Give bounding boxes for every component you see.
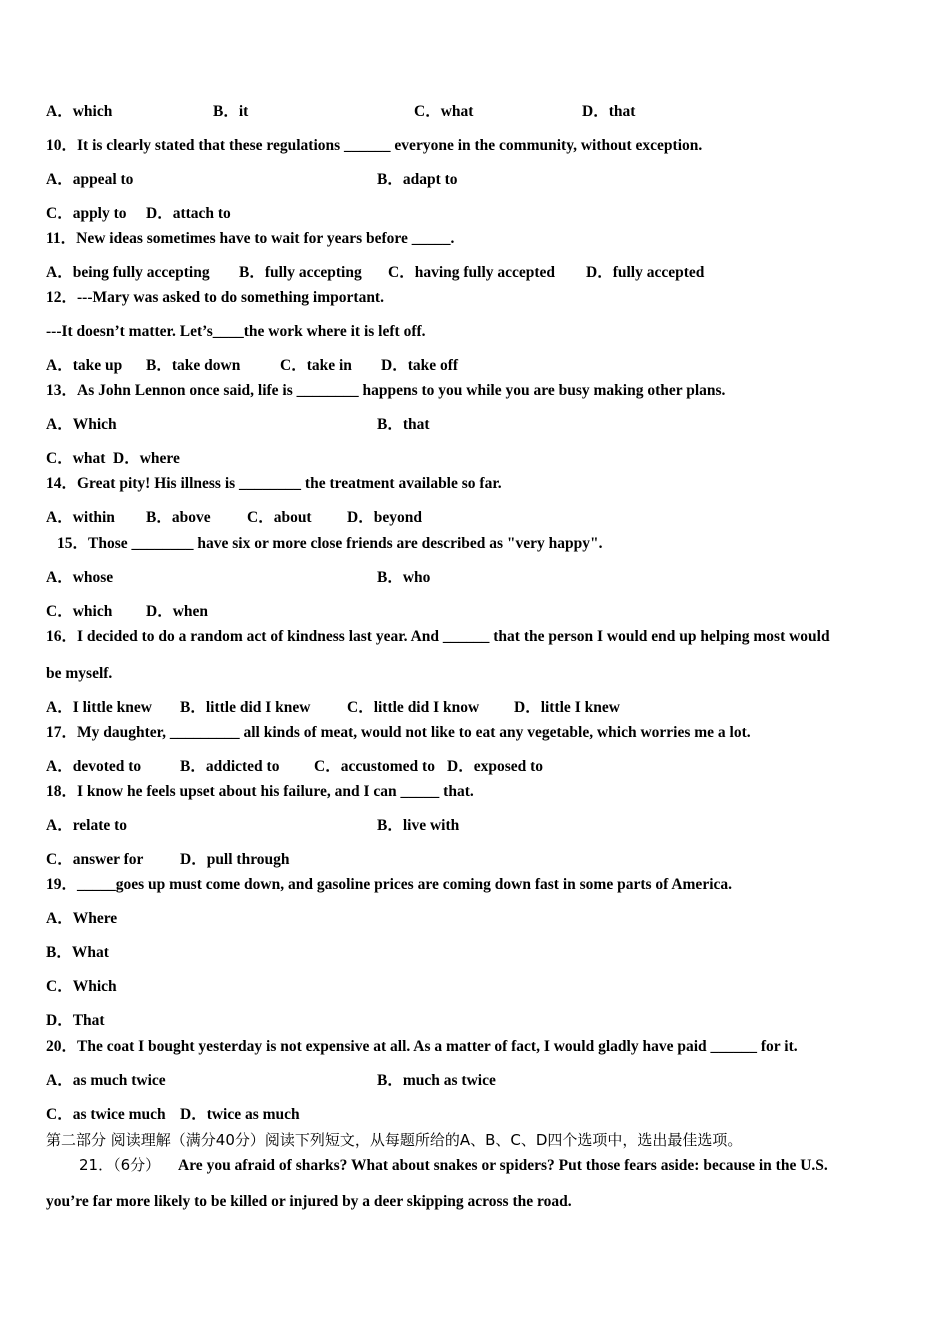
q21-number: 21．（6分） bbox=[79, 1156, 161, 1174]
q18-option-b: B．live with bbox=[377, 817, 460, 834]
q17-option-c: C．accustomed to bbox=[314, 758, 435, 775]
q11-stem: 11．New ideas sometimes have to wait for years before _____. bbox=[46, 230, 455, 247]
part2-heading: 第二部分 阅读理解（满分40分）阅读下列短文，从每题所给的A、B、C、D四个选项中，选出最佳选项。 bbox=[46, 1131, 743, 1149]
q9-option-b: B．it bbox=[213, 103, 249, 120]
q18-option-d: D．pull through bbox=[180, 851, 290, 868]
q21-first-line bbox=[79, 1156, 828, 1175]
q20-option-c: C．as twice much bbox=[46, 1106, 166, 1123]
q15-stem: 15．Those ________ have six or more close friends are described as "very happy". bbox=[57, 535, 603, 552]
q10-option-b: B．adapt to bbox=[377, 171, 458, 188]
q11-option-d: D．fully accepted bbox=[586, 264, 705, 281]
q10-option-a: A．appeal to bbox=[46, 171, 134, 188]
q18-stem: 18．I know he feels upset about his failure, and I can _____ that. bbox=[46, 783, 474, 800]
q14-option-c: C．about bbox=[247, 509, 312, 526]
q16-option-b: B．little did I knew bbox=[180, 699, 311, 716]
q14-option-b: B．above bbox=[146, 509, 211, 526]
q16-option-c: C．little did I know bbox=[347, 699, 480, 716]
q12-option-c: C．take in bbox=[280, 357, 352, 374]
q13-option-a: A．Which bbox=[46, 416, 117, 433]
q12-stem: 12．---Mary was asked to do something important. bbox=[46, 289, 384, 306]
q20-option-b: B．much as twice bbox=[377, 1072, 496, 1089]
q13-stem: 13．As John Lennon once said, life is ________ happens to you while you are busy making other plans. bbox=[46, 382, 726, 399]
q15-option-d: D．when bbox=[146, 603, 209, 620]
q10-option-d: D．attach to bbox=[146, 205, 231, 222]
q18-option-c: C．answer for bbox=[46, 851, 144, 868]
q12-stem-2: ---It doesn’t matter. Let’s____the work where it is left off. bbox=[46, 323, 426, 340]
q12-option-a: A．take up bbox=[46, 357, 123, 374]
q17-stem: 17．My daughter, _________ all kinds of meat, would not like to eat any vegetable, which worries me a lot. bbox=[46, 724, 751, 741]
q13-option-b: B．that bbox=[377, 416, 430, 433]
q11-option-b: B．fully accepting bbox=[239, 264, 362, 281]
q12-option-b: B．take down bbox=[146, 357, 241, 374]
q18-option-a: A．relate to bbox=[46, 817, 128, 834]
q17-option-d: D．exposed to bbox=[447, 758, 544, 775]
q15-option-b: B．who bbox=[377, 569, 431, 586]
q14-option-a: A．within bbox=[46, 509, 115, 526]
q20-stem: 20．The coat I bought yesterday is not expensive at all. As a matter of fact, I would gladly have paid ______ for it. bbox=[46, 1038, 798, 1055]
q15-option-c: C．which bbox=[46, 603, 113, 620]
q10-stem: 10．It is clearly stated that these regulations ______ everyone in the community, without exception. bbox=[46, 137, 703, 154]
q19-option-b: B．What bbox=[46, 944, 109, 961]
q16-option-d: D．little I knew bbox=[514, 699, 620, 716]
q19-option-d: D．That bbox=[46, 1012, 105, 1029]
q17-option-a: A．devoted to bbox=[46, 758, 142, 775]
q11-option-a: A．being fully accepting bbox=[46, 264, 210, 281]
q14-option-d: D．beyond bbox=[347, 509, 422, 526]
q20-option-a: A．as much twice bbox=[46, 1072, 166, 1089]
q16-option-a: A．I little knew bbox=[46, 699, 152, 716]
q9-option-c: C．what bbox=[414, 103, 474, 120]
q11-option-c: C．having fully accepted bbox=[388, 264, 556, 281]
q20-option-d: D．twice as much bbox=[180, 1106, 300, 1123]
q19-stem: 19．_____goes up must come down, and gasoline prices are coming down fast in some parts of America. bbox=[46, 876, 733, 893]
q21-text: Are you afraid of sharks? What about snakes or spiders? Put those fears aside: because in the U.S. bbox=[178, 1157, 828, 1174]
q16-stem-2: be myself. bbox=[46, 665, 113, 682]
q21-text-2: you’re far more likely to be killed or injured by a deer skipping across the road. bbox=[46, 1193, 572, 1210]
q13-option-c: C．what bbox=[46, 450, 106, 467]
q10-option-c: C．apply to bbox=[46, 205, 127, 222]
q14-stem: 14．Great pity! His illness is ________ the treatment available so far. bbox=[46, 475, 502, 492]
q19-option-c: C．Which bbox=[46, 978, 117, 995]
q16-stem: 16．I decided to do a random act of kindness last year. And ______ that the person I would end up helping most would bbox=[46, 628, 830, 645]
q17-option-b: B．addicted to bbox=[180, 758, 280, 775]
q12-option-d: D．take off bbox=[381, 357, 459, 374]
q13-option-d: D．where bbox=[113, 450, 180, 467]
q19-option-a: A．Where bbox=[46, 910, 118, 927]
q9-option-a: A．which bbox=[46, 103, 113, 120]
q9-option-d: D．that bbox=[582, 103, 636, 120]
q15-option-a: A．whose bbox=[46, 569, 114, 586]
